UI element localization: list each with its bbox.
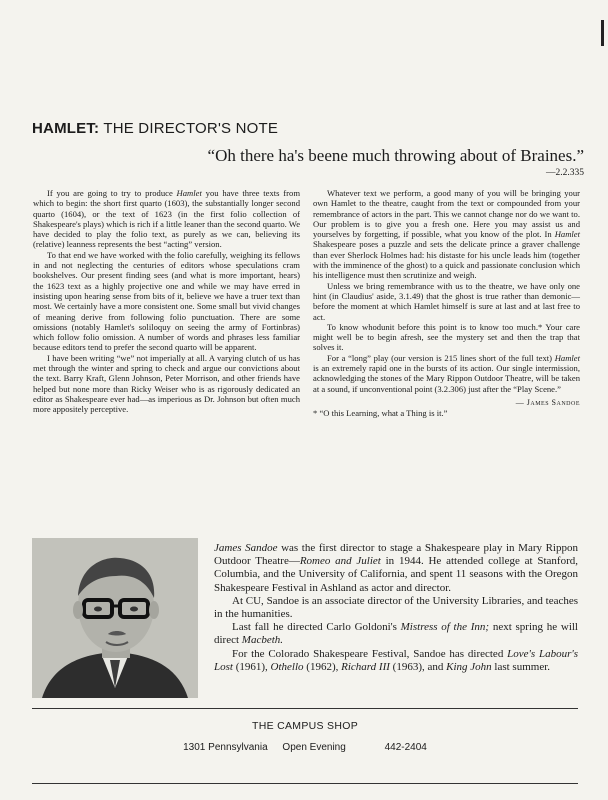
page-edge-mark — [601, 20, 604, 46]
text-run: you have three texts from which to begin: the short first quarto (1603), the substantially longer second quarto (1604), or the text of 1623 (in the first folio collection of Shakespeare's plays) which is rich if a little leaner than the second quarto. We have decided to play the folio text, as purely as we can, believing its (relative) leanness represents the best “acting” version. — [33, 188, 301, 250]
text-run: next spring he will direct — [214, 621, 578, 647]
play-title: Othello — [270, 660, 304, 673]
portrait-photo — [32, 538, 198, 698]
signature-name: James Sandoe — [526, 397, 580, 407]
signature-dash: — — [515, 397, 527, 407]
shop-details — [32, 742, 578, 753]
text-run: Last fall he directed Carlo Goldoni's — [232, 621, 401, 634]
paragraph — [313, 353, 580, 394]
paragraph — [33, 188, 300, 250]
text-run: For the Colorado Shakespeare Festival, Sandoe has directed — [232, 647, 508, 660]
play-title: Hamlet — [176, 188, 202, 198]
play-title: King John — [446, 660, 492, 673]
play-title: Mistress of the Inn; — [400, 621, 490, 634]
text-run: is an extremely rapid one in the bursts of its action. Our single intermission, acknowledging the stones of the Mary Rippon Outdoor Theatre, will be taken at a sound, if unconventional point (3.2.306) just after the “Play Scene.” — [313, 363, 580, 394]
text-run: (1962), — [303, 660, 342, 673]
epigraph-citation: —2.2.335 — [546, 168, 584, 178]
text-run: Shakespeare poses a puzzle and sets the delicate prince a graver challenge than ever Sherlock Holmes had: his distaste for his uncle leads him (together with the imminence of the ghost) to a quick and passionate conclusion which his intelligence must then scrutinize and weigh. — [313, 239, 580, 281]
title-bold: HAMLET: — [32, 120, 100, 137]
director-name: James Sandoe — [214, 542, 278, 554]
text-run: in 1944. He attended college at Stanford, Columbia, and the University of California, and spent 11 seasons with the Oregon Shakespeare Festival in Ashland as actor and director. — [214, 555, 578, 594]
text-run: (1961), — [232, 660, 271, 673]
divider — [32, 708, 578, 709]
text-run: For a “long” play (our version is 215 lines short of the full text) — [327, 352, 555, 363]
paragraph: I have been writing “we” not imperially at all. A varying clutch of us has met through the winter and spring to check and argue our convictions about the text. Barry Kraft, Glenn Johnson, Peter Morrison, and other friends have helped but none more than Ricky Weiser who is as rigorously dedicated an editor as Shakespeare ever had—as imperious as Dr. Johnson but often much more appositely perceptive. — [33, 352, 300, 415]
title-rest: THE DIRECTOR'S NOTE — [99, 120, 279, 137]
page-title — [32, 120, 278, 137]
epigraph — [208, 146, 584, 178]
paragraph — [214, 621, 578, 647]
divider — [32, 783, 578, 784]
paragraph — [313, 188, 580, 281]
paragraph — [214, 542, 578, 595]
paragraph — [214, 648, 578, 674]
text-run: Whatever text we perform, a good many of you will be bringing your own Hamlet to the theatre, caught from the text or compounded from your remembrance of actors in the part. This we cannot change nor do we want to. Our problem is to give you a fresh one. Here you may assist us and yourselves by forgetting, if possible, what you know of the plot. In — [313, 188, 580, 240]
shop-address: 1301 Pennsylvania — [183, 742, 268, 753]
right-column — [313, 188, 580, 419]
footnote: * “O this Learning, what a Thing is it.” — [313, 408, 448, 419]
paragraph: Unless we bring remembrance with us to the theatre, we have only one hint (in Claudius' aside, 3.1.49) that the ghost is true rather than demonic—before the moment at which Hamlet himself is sure at last and at last free to act. — [313, 280, 580, 322]
text-run: If you are going to try to produce — [47, 188, 177, 198]
play-title: Hamlet — [554, 352, 580, 363]
left-column — [33, 188, 300, 415]
portrait-icon — [32, 538, 198, 698]
director-bio — [214, 542, 578, 674]
shop-hours: Open Evening — [282, 742, 346, 753]
play-title: Romeo and Juliet — [299, 555, 381, 568]
play-title: Love's Labour's Lost — [214, 647, 578, 673]
text-run: was the first director to stage a Shakespeare play in Mary Rippon Outdoor Theatre— — [214, 542, 578, 568]
text-run: (1963), and — [389, 660, 447, 673]
epigraph-quote: “Oh there ha's beene much throwing about of Braines.” — [207, 146, 584, 165]
play-title: Richard III — [341, 660, 390, 673]
paragraph: To that end we have worked with the folio carefully, weighing its fellows in and not neglecting the centuries of editors whose speculations cram bookshelves. Our present finding sees (and what is more important, hears) the 1623 text as a highly projective one and while we may have erred in insisting upon hearing sense from bits of it, believe we have a truer text than most. We certainly have a more consistent one. Some small but vivid changes of meaning derive from following folio punctuation. There are some omissions (notably Hamlet's soliloquy on seeing the army of Fortinbras) which follow folio omission. A number of words and phrases less familiar because editors tend to prefer the second quarto will be apparent. — [33, 249, 300, 353]
paragraph: At CU, Sandoe is an associate director of the University Libraries, and teaches in the humanities. — [214, 594, 578, 621]
signature — [313, 398, 580, 408]
shop-name: THE CAMPUS SHOP — [251, 720, 358, 732]
text-run: last summer. — [491, 660, 551, 673]
paragraph: To know whodunit before this point is to know too much.* Your care might well be to begin afresh, see the mystery set and then the trap that solves it. — [313, 321, 580, 353]
play-title: Macbeth. — [241, 634, 284, 647]
shop-phone: 442-2404 — [384, 742, 427, 753]
play-title: Hamlet — [554, 229, 580, 240]
advertisement — [32, 720, 578, 753]
